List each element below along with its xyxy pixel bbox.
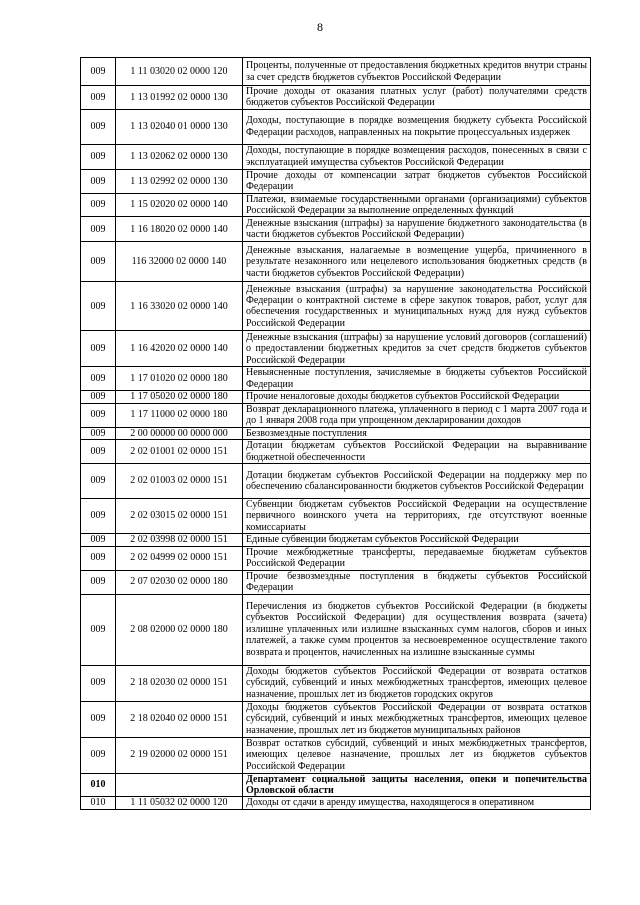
revenue-name-cell: Департамент социальной защиты населения, опеки и попечительства Орловской области (243, 773, 591, 797)
revenue-name-cell: Субвенции бюджетам субъектов Российской Федерации на осуществление первичного воинского учета на территориях, где отсутствуют военные комиссариаты (243, 499, 591, 534)
budget-code-cell: 2 02 01003 02 0000 151 (116, 464, 243, 499)
revenue-name-cell: Невыясненные поступления, зачисляемые в бюджеты субъектов Российской Федерации (243, 367, 591, 391)
budget-code-cell: 2 18 02030 02 0000 151 (116, 665, 243, 701)
budget-code-cell: 2 00 00000 00 0000 000 (116, 427, 243, 439)
admin-code-cell: 009 (81, 665, 116, 701)
budget-code-cell: 1 13 01992 02 0000 130 (116, 86, 243, 110)
revenue-name-cell: Дотации бюджетам субъектов Российской Федерации на выравнивание бюджетной обеспеченности (243, 440, 591, 464)
admin-code-cell: 009 (81, 169, 116, 193)
table-row (81, 58, 591, 86)
admin-code-cell: 009 (81, 594, 116, 665)
revenue-name-cell: Проценты, полученные от предоставления бюджетных кредитов внутри страны за счет средств бюджетов субъектов Российской Федерации (243, 58, 591, 86)
table-row (81, 391, 591, 403)
revenue-name-cell: Доходы, поступающие в порядке возмещения расходов, понесенных в связи с эксплуатацией имущества субъектов Российской Федерации (243, 144, 591, 169)
revenue-name-cell: Прочие безвозмездные поступления в бюджеты субъектов Российской Федерации (243, 570, 591, 594)
page-number: 8 (317, 20, 323, 34)
table-row-heading (81, 773, 591, 797)
admin-code-cell: 009 (81, 737, 116, 773)
budget-code-cell (116, 773, 243, 797)
table-row (81, 546, 591, 570)
table-row (81, 594, 591, 665)
table-row (81, 534, 591, 546)
revenue-name-cell: Доходы, поступающие в порядке возмещения бюджету субъекта Российской Федерации расходов, направленных на покрытие процессуальных издержек (243, 109, 591, 144)
table-row (81, 109, 591, 144)
budget-code-cell: 2 07 02030 02 0000 180 (116, 570, 243, 594)
budget-code-cell: 116 32000 02 0000 140 (116, 242, 243, 282)
admin-code-cell: 009 (81, 440, 116, 464)
budget-code-cell: 1 11 05032 02 0000 120 (116, 797, 243, 809)
admin-code-cell: 009 (81, 242, 116, 282)
admin-code-cell: 009 (81, 499, 116, 534)
budget-codes-table (80, 57, 591, 810)
admin-code-cell: 010 (81, 773, 116, 797)
admin-code-cell: 009 (81, 534, 116, 546)
budget-code-cell: 2 02 03998 02 0000 151 (116, 534, 243, 546)
admin-code-cell: 009 (81, 427, 116, 439)
budget-code-cell: 1 15 02020 02 0000 140 (116, 193, 243, 217)
budget-code-cell: 1 13 02062 02 0000 130 (116, 144, 243, 169)
budget-code-cell: 1 13 02992 02 0000 130 (116, 169, 243, 193)
revenue-name-cell: Денежные взыскания (штрафы) за нарушение бюджетного законодательства (в части бюджетов субъектов Российской Федерации) (243, 217, 591, 242)
table-row (81, 427, 591, 439)
table-row (81, 86, 591, 110)
revenue-name-cell: Возврат остатков субсидий, субвенций и иных межбюджетных трансфертов, имеющих целевое назначение, прошлых лет из бюджетов субъектов Российской Федерации (243, 737, 591, 773)
table-row (81, 193, 591, 217)
table-row (81, 217, 591, 242)
budget-code-cell: 2 08 02000 02 0000 180 (116, 594, 243, 665)
budget-code-cell: 1 17 01020 02 0000 180 (116, 367, 243, 391)
table-row (81, 169, 591, 193)
budget-code-cell: 1 17 05020 02 0000 180 (116, 391, 243, 403)
table-row (81, 499, 591, 534)
admin-code-cell: 009 (81, 546, 116, 570)
revenue-name-cell: Безвозмездные поступления (243, 427, 591, 439)
admin-code-cell: 009 (81, 701, 116, 737)
admin-code-cell: 010 (81, 797, 116, 809)
admin-code-cell: 009 (81, 464, 116, 499)
budget-code-cell: 2 18 02040 02 0000 151 (116, 701, 243, 737)
table-row (81, 367, 591, 391)
admin-code-cell: 009 (81, 570, 116, 594)
revenue-name-cell: Платежи, взимаемые государственными органами (организациями) субъектов Российской Федерации за выполнение определенных функций (243, 193, 591, 217)
revenue-name-cell: Доходы от сдачи в аренду имущества, находящегося в оперативном (243, 797, 591, 809)
admin-code-cell: 009 (81, 331, 116, 367)
admin-code-cell: 009 (81, 217, 116, 242)
table-row (81, 331, 591, 367)
budget-code-cell: 2 02 01001 02 0000 151 (116, 440, 243, 464)
admin-code-cell: 009 (81, 86, 116, 110)
table-row (81, 144, 591, 169)
budget-code-cell: 1 11 03020 02 0000 120 (116, 58, 243, 86)
admin-code-cell: 009 (81, 367, 116, 391)
table-row (81, 403, 591, 427)
table-row (81, 464, 591, 499)
budget-code-cell: 1 13 02040 01 0000 130 (116, 109, 243, 144)
table-row (81, 665, 591, 701)
table-row (81, 737, 591, 773)
revenue-name-cell: Прочие межбюджетные трансферты, передаваемые бюджетам субъектов Российской Федерации (243, 546, 591, 570)
budget-code-cell: 2 02 03015 02 0000 151 (116, 499, 243, 534)
revenue-name-cell: Денежные взыскания (штрафы) за нарушение законодательства Российской Федерации о контрактной системе в сфере закупок товаров, работ, услуг для обеспечения государственных и муниципальных нужд для нужд субъектов Российской Федерации (243, 282, 591, 331)
admin-code-cell: 009 (81, 144, 116, 169)
revenue-name-cell: Денежные взыскания (штрафы) за нарушение условий договоров (соглашений) о предоставлении бюджетных кредитов за счет средств бюджетов субъектов Российской Федерации (243, 331, 591, 367)
admin-code-cell: 009 (81, 403, 116, 427)
revenue-name-cell: Единые субвенции бюджетам субъектов Российской Федерации (243, 534, 591, 546)
budget-code-cell: 1 16 33020 02 0000 140 (116, 282, 243, 331)
table-row (81, 440, 591, 464)
revenue-name-cell: Прочие неналоговые доходы бюджетов субъектов Российской Федерации (243, 391, 591, 403)
table-row (81, 797, 591, 809)
budget-code-cell: 2 02 04999 02 0000 151 (116, 546, 243, 570)
revenue-name-cell: Денежные взыскания, налагаемые в возмещение ущерба, причиненного в результате незаконного или нецелевого использования бюджетных средств (в части бюджетов субъектов Российской Федерации) (243, 242, 591, 282)
revenue-name-cell: Дотации бюджетам субъектов Российской Федерации на поддержку мер по обеспечению сбалансированности бюджетов субъектов Российской Федерации (243, 464, 591, 499)
revenue-name-cell: Прочие доходы от компенсации затрат бюджетов субъектов Российской Федерации (243, 169, 591, 193)
budget-code-cell: 1 16 42020 02 0000 140 (116, 331, 243, 367)
revenue-name-cell: Перечисления из бюджетов субъектов Российской Федерации (в бюджеты субъектов Российской Федерации) для осуществления возврата (зачета) излишне уплаченных или излишне взысканных сумм налогов, сборов и иных платежей, а также сумм процентов за несвоевременное осуществление такого возврата и процентов, начисленных на излишне взысканные суммы (243, 594, 591, 665)
budget-code-cell: 1 16 18020 02 0000 140 (116, 217, 243, 242)
revenue-name-cell: Возврат декларационного платежа, уплаченного в период с 1 марта 2007 года и до 1 января 2008 года при упрощенном декларировании доходов (243, 403, 591, 427)
admin-code-cell: 009 (81, 109, 116, 144)
budget-code-cell: 1 17 11000 02 0000 180 (116, 403, 243, 427)
admin-code-cell: 009 (81, 193, 116, 217)
table-body (81, 58, 591, 810)
revenue-name-cell: Прочие доходы от оказания платных услуг (работ) получателями средств бюджетов субъектов Российской Федерации (243, 86, 591, 110)
budget-code-cell: 2 19 02000 02 0000 151 (116, 737, 243, 773)
admin-code-cell: 009 (81, 58, 116, 86)
table-row (81, 242, 591, 282)
admin-code-cell: 009 (81, 282, 116, 331)
table-row (81, 701, 591, 737)
table-row (81, 570, 591, 594)
table-row (81, 282, 591, 331)
revenue-name-cell: Доходы бюджетов субъектов Российской Федерации от возврата остатков субсидий, субвенций и иных межбюджетных трансфертов, имеющих целевое назначение, прошлых лет из бюджетов городских округов (243, 665, 591, 701)
admin-code-cell: 009 (81, 391, 116, 403)
revenue-name-cell: Доходы бюджетов субъектов Российской Федерации от возврата остатков субсидий, субвенций и иных межбюджетных трансфертов, имеющих целевое назначение, прошлых лет из бюджетов муниципальных районов (243, 701, 591, 737)
